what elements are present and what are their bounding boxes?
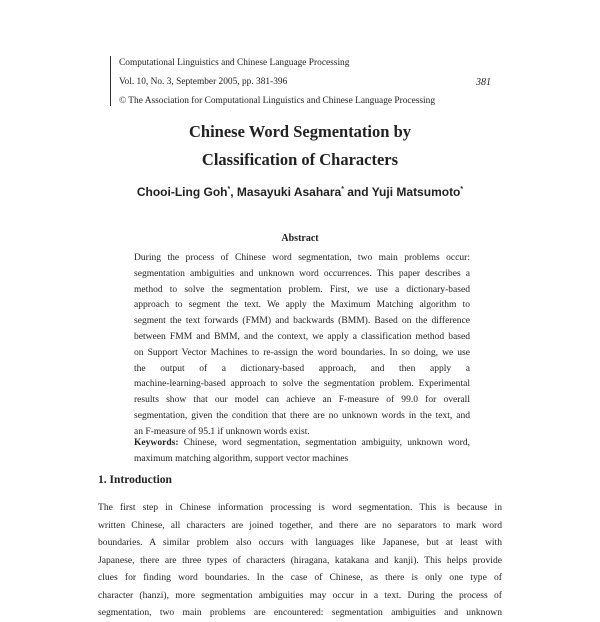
copyright-notice: © The Association for Computational Linguistics and Chinese Language Processing <box>119 96 436 106</box>
author-list <box>0 185 600 199</box>
journal-volume: Vol. 10, No. 3, September 2005, pp. 381-396 <box>119 77 288 87</box>
keywords-text: Chinese, word segmentation, segmentation ambiguity, unknown word, <box>178 437 470 448</box>
affiliation-mark: * <box>227 186 231 193</box>
body-line: written Chinese, all characters are joined together, and there are no separators to mark word <box>98 519 502 531</box>
keywords-label: Keywords: <box>134 437 179 448</box>
abstract-body <box>134 250 470 440</box>
page-number: 381 <box>476 77 491 88</box>
body-line: The first step in Chinese information processing is word segmentation. This is because in <box>98 502 502 513</box>
abstract-line: segmentation ambiguities and unknown word occurrences. This paper describes a <box>134 267 470 279</box>
abstract-line: the output of a dictionary-based approach, and then apply a <box>134 362 470 374</box>
abstract-heading: Abstract <box>281 233 319 244</box>
abstract-line: method to solve the segmentation problem. First, we use a dictionary-based <box>134 283 470 295</box>
abstract-line: machine-learning-based approach to solve the segmentation problem. Experimental <box>134 378 470 390</box>
abstract-line: an F-measure of 95.1 if unknown words exist. <box>134 425 310 437</box>
author-separator: , <box>230 185 237 199</box>
abstract-line: During the process of Chinese word segmentation, two main problems occur: <box>134 252 470 263</box>
author-asahara: Masayuki Asahara <box>236 185 342 199</box>
keywords-line-2: maximum matching algorithm, support vector machines <box>134 452 349 464</box>
journal-name: Computational Linguistics and Chinese Language Processing <box>119 58 350 68</box>
keywords-line-1 <box>134 435 470 451</box>
author-goh: Chooi-Ling Goh <box>136 185 228 199</box>
author-matsumoto: Yuji Matsumoto <box>371 185 461 199</box>
paper-title-line-2: Classification of Characters <box>201 150 399 169</box>
body-line: boundaries. A similar problem also occurs with languages like Japanese, but at least with <box>98 537 502 548</box>
introduction-body <box>98 499 502 622</box>
abstract-line: segment the text forwards (FMM) and backwards (BMM). Based on the difference <box>134 315 470 327</box>
journal-header <box>110 56 491 106</box>
affiliation-mark: * <box>341 186 344 193</box>
abstract-line: approach to segment the text. We apply the Maximum Matching algorithm to <box>134 299 470 311</box>
body-line: segmentation, two main problems are encountered: segmentation ambiguities and unknown <box>98 607 502 618</box>
abstract-line: results show that our model can achieve an F-measure of 99.0 for overall <box>134 394 470 406</box>
section-heading-introduction: 1. Introduction <box>98 474 172 486</box>
affiliation-mark: * <box>460 186 464 193</box>
body-line: clues for finding word boundaries. In the case of Chinese, as there is only one type of <box>98 572 502 583</box>
keywords <box>134 435 470 467</box>
body-line: character (hanzi), more segmentation ambiguities may occur in a text. During the process of <box>98 589 502 601</box>
body-line: Japanese, there are three types of characters (hiragana, katakana and kanji). This helps provide <box>98 554 502 566</box>
abstract-line: on Support Vector Machines to re-assign the word boundaries. In so doing, we use <box>134 346 470 358</box>
paper-title-line-1: Chinese Word Segmentation by <box>188 122 411 141</box>
abstract-line: between FMM and BMM, and the context, we apply a classification method based <box>134 330 470 342</box>
author-separator: and <box>343 185 372 199</box>
abstract-line: segmentation, given the condition that there are no unknown words in the text, and <box>134 409 470 421</box>
